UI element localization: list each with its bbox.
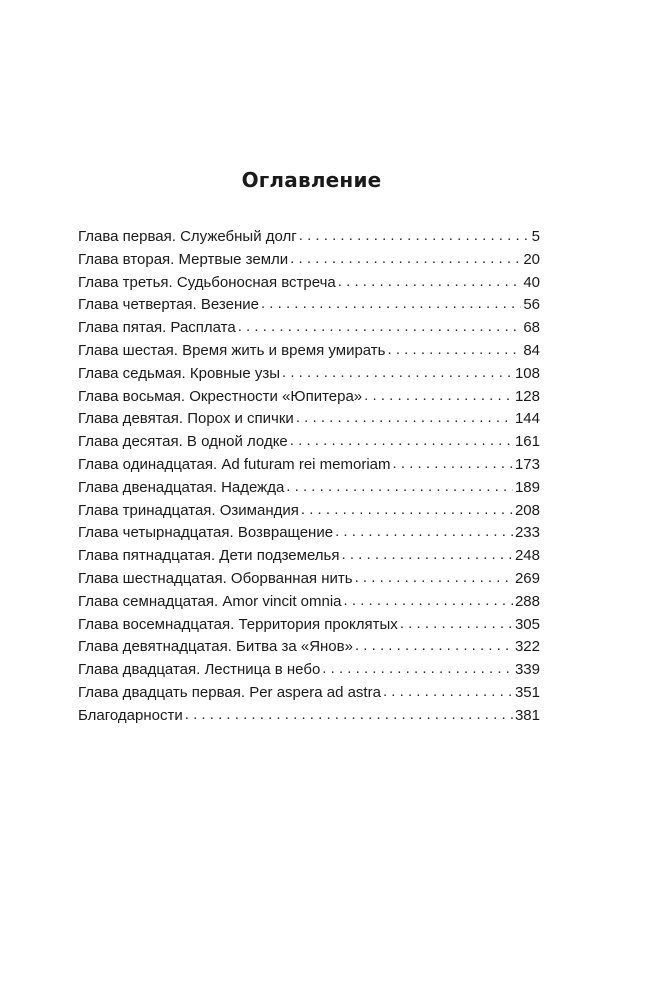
- toc-entry-title: Глава восемнадцатая. Территория проклятых: [78, 615, 398, 633]
- toc-entry-page-number: 269: [514, 569, 540, 587]
- toc-entry: [78, 682, 540, 705]
- toc-entry-title: Глава пятая. Расплата: [78, 319, 236, 337]
- dot-leader: [282, 362, 513, 385]
- dot-leader: [322, 658, 513, 681]
- toc-entry-title: Глава шестнадцатая. Оборванная нить: [78, 569, 353, 587]
- toc-entry-title: Глава девятнадцатая. Битва за «Янов»: [78, 638, 353, 656]
- toc-entry: [78, 705, 540, 728]
- toc-entry-page-number: 108: [514, 364, 540, 382]
- toc-entry-title: Глава вторая. Мертвые земли: [78, 250, 289, 268]
- toc-entry: [78, 659, 540, 682]
- dot-leader: [342, 544, 513, 567]
- toc-entry-page-number: 322: [514, 638, 540, 656]
- toc-entry-title: Глава шестая. Время жить и время умирать: [78, 341, 386, 359]
- toc-entry-page-number: 56: [523, 296, 540, 314]
- toc-entry-page-number: 351: [514, 683, 540, 701]
- toc-entry-page-number: 288: [514, 592, 540, 610]
- dot-leader: [238, 316, 522, 339]
- toc-entry: [78, 636, 540, 659]
- toc-entry-title: Глава пятнадцатая. Дети подземелья: [78, 547, 340, 565]
- toc-entry-title: Глава девятая. Порох и спички: [78, 410, 294, 428]
- dot-leader: [299, 225, 530, 248]
- toc-entry: [78, 226, 540, 249]
- dot-leader: [355, 635, 513, 658]
- dot-leader: [290, 430, 513, 453]
- toc-entry-title: Глава двадцатая. Лестница в небо: [78, 661, 321, 679]
- toc-entry-title: Глава двадцать первая. Per aspera ad astra: [78, 683, 381, 701]
- toc-entry-page-number: 248: [514, 547, 540, 565]
- toc-entry: [78, 568, 540, 591]
- toc-entry-title: Глава четырнадцатая. Возвращение: [78, 524, 334, 542]
- toc-entry-title: Глава первая. Служебный долг: [78, 228, 297, 245]
- toc-entry: [78, 294, 540, 317]
- dot-leader: [393, 453, 513, 476]
- dot-leader: [286, 476, 513, 499]
- toc-entry: [78, 454, 540, 477]
- dot-leader: [344, 590, 513, 613]
- dot-leader: [261, 293, 521, 316]
- toc-entry-title: Глава четвертая. Везение: [78, 296, 259, 314]
- toc-entry-title: Глава семнадцатая. Amor vincit omnia: [78, 592, 342, 610]
- toc-entry-page-number: 128: [514, 387, 540, 405]
- toc-entry-title: Глава двенадцатая. Надежда: [78, 478, 285, 496]
- toc-entry-page-number: 5: [531, 228, 540, 245]
- dot-leader: [364, 385, 513, 408]
- toc-entry-title: Глава третья. Судьбоносная встреча: [78, 273, 336, 291]
- toc-entry: [78, 431, 540, 454]
- dot-leader: [296, 407, 513, 430]
- dot-leader: [185, 704, 513, 727]
- toc-entry-page-number: 144: [514, 410, 540, 428]
- toc-entry-page-number: 233: [514, 524, 540, 542]
- toc-entry-page-number: 20: [523, 250, 540, 268]
- toc-entry: [78, 317, 540, 340]
- toc-heading: Оглавление: [241, 168, 382, 192]
- toc-entry: [78, 614, 540, 637]
- toc-entry: [78, 477, 540, 500]
- toc-entry-page-number: 305: [514, 615, 540, 633]
- toc-entry-title: Благодарности: [78, 706, 183, 724]
- toc-entry-title: Глава тринадцатая. Озимандия: [78, 501, 299, 519]
- toc-entry: [78, 272, 540, 295]
- toc-entry: [78, 340, 540, 363]
- toc-entry-page-number: 381: [514, 706, 540, 724]
- toc-entry: [78, 363, 540, 386]
- toc-entry: [78, 386, 540, 409]
- dot-leader: [338, 271, 522, 294]
- toc-entry: [78, 408, 540, 431]
- dot-leader: [335, 521, 513, 544]
- toc-entry-page-number: 189: [514, 478, 540, 496]
- toc-entry-page-number: 173: [514, 455, 540, 473]
- toc-entry: [78, 545, 540, 568]
- dot-leader: [355, 567, 513, 590]
- toc-entry: [78, 500, 540, 523]
- toc-entry-title: Глава восьмая. Окрестности «Юпитера»: [78, 387, 363, 405]
- dot-leader: [388, 339, 522, 362]
- toc-entry-page-number: 339: [514, 661, 540, 679]
- toc-entry-title: Глава десятая. В одной лодке: [78, 433, 288, 451]
- dot-leader: [400, 613, 513, 636]
- toc-entry-page-number: 84: [523, 341, 540, 359]
- dot-leader: [290, 248, 521, 271]
- dot-leader: [383, 681, 513, 704]
- toc-entry: [78, 249, 540, 272]
- toc-entry-page-number: 40: [523, 273, 540, 291]
- toc-entry-title: Глава одинадцатая. Ad futuram rei memoriam: [78, 455, 391, 473]
- dot-leader: [301, 499, 513, 522]
- toc-entry-page-number: 208: [514, 501, 540, 519]
- toc-entry-page-number: 68: [523, 319, 540, 337]
- toc-entry-page-number: 161: [514, 433, 540, 451]
- toc-entry: [78, 591, 540, 614]
- toc-entry: [78, 522, 540, 545]
- toc-entry-title: Глава седьмая. Кровные узы: [78, 364, 281, 382]
- toc-list: [78, 226, 540, 728]
